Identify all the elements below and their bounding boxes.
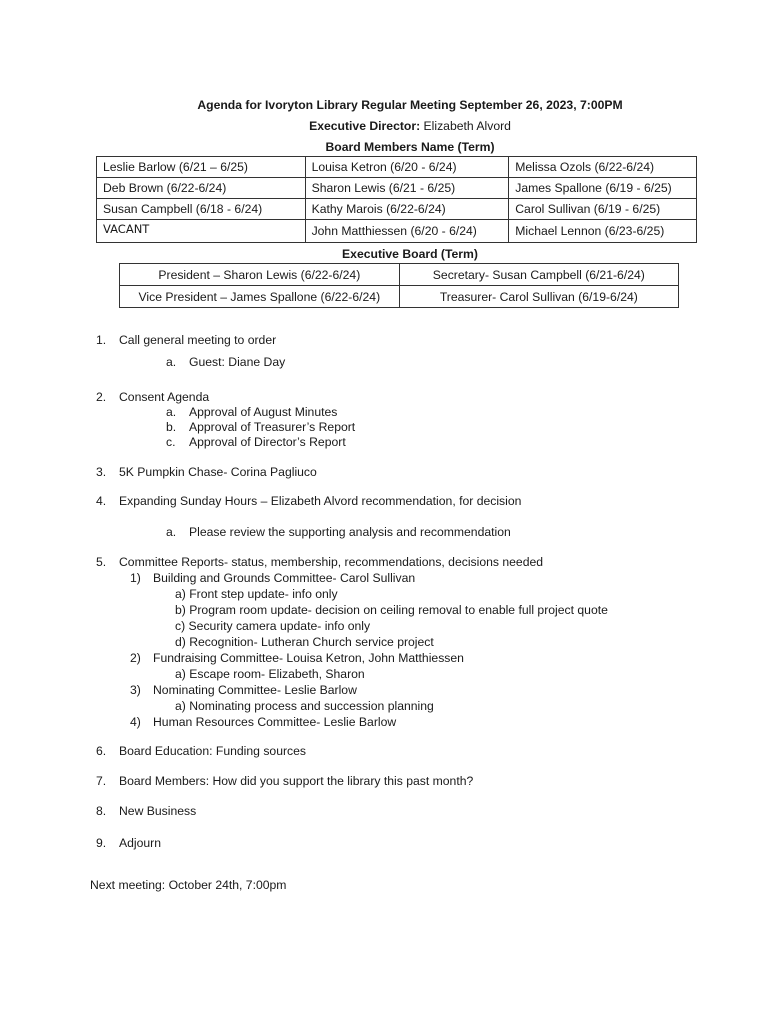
table-cell: Louisa Ketron (6/20 - 6/24): [305, 157, 509, 178]
item-text: Building and Grounds Committee- Carol Sullivan: [153, 571, 416, 585]
item-text: Board Education: Funding sources: [119, 744, 306, 758]
list-item: [0, 555, 770, 571]
item-text: a) Nominating process and succession planning: [175, 699, 434, 713]
list-item: [0, 494, 770, 510]
item-number: 7.: [96, 774, 107, 788]
table-cell: President – Sharon Lewis (6/22-6/24): [120, 264, 400, 286]
item-number: 4): [130, 715, 141, 729]
executive-board-heading: Executive Board (Term): [342, 247, 478, 261]
item-text: Fundraising Committee- Louisa Ketron, John Matthiessen: [153, 651, 464, 665]
page-title: Agenda for Ivoryton Library Regular Meeting September 26, 2023, 7:00PM: [197, 98, 623, 112]
table-cell: Carol Sullivan (6/19 - 6/25): [509, 199, 697, 220]
table-cell: Michael Lennon (6/23-6/25): [509, 220, 697, 243]
item-text: Board Members: How did you support the library this past month?: [119, 774, 474, 788]
item-text: b) Program room update- decision on ceiling removal to enable full project quote: [175, 603, 608, 617]
item-text: Guest: Diane Day: [189, 355, 286, 369]
table-cell: Leslie Barlow (6/21 – 6/25): [97, 157, 306, 178]
item-number: 2): [130, 651, 141, 665]
item-text: 5K Pumpkin Chase- Corina Pagliuco: [119, 465, 317, 479]
list-item: [0, 651, 770, 667]
item-number: 2.: [96, 390, 107, 404]
list-item: [0, 619, 770, 635]
table-cell: Treasurer- Carol Sullivan (6/19-6/24): [399, 286, 678, 308]
item-text: Committee Reports- status, membership, recommendations, decisions needed: [119, 555, 544, 569]
board-members-heading: Board Members Name (Term): [325, 140, 495, 154]
table-row: [97, 199, 697, 220]
board-members-table: [96, 156, 697, 243]
next-meeting-text: Next meeting: October 24th, 7:00pm: [90, 878, 287, 892]
item-text: Nominating Committee- Leslie Barlow: [153, 683, 357, 697]
table-row: [97, 220, 697, 243]
item-number: 3): [130, 683, 141, 697]
list-item: [0, 699, 770, 715]
item-text: c) Security camera update- info only: [175, 619, 371, 633]
item-text: Approval of August Minutes: [189, 405, 338, 419]
table-cell: Vice President – James Spallone (6/22-6/24): [120, 286, 400, 308]
item-number: 1.: [96, 333, 107, 347]
list-item: [0, 405, 770, 421]
table-cell: VACANT: [97, 220, 306, 243]
list-item: [0, 435, 770, 451]
item-text: Consent Agenda: [119, 390, 210, 404]
list-item: [0, 525, 770, 541]
table-row: [120, 286, 679, 308]
executive-board-table: [119, 263, 679, 308]
item-number: 4.: [96, 494, 107, 508]
item-letter: c.: [166, 435, 176, 449]
list-item: [0, 465, 770, 481]
director-label: Executive Director:: [309, 119, 421, 133]
list-item: [0, 804, 770, 820]
item-text: Adjourn: [119, 836, 162, 850]
list-item: [0, 836, 770, 852]
item-number: 5.: [96, 555, 107, 569]
list-item: [0, 355, 770, 371]
table-cell: Susan Campbell (6/18 - 6/24): [97, 199, 306, 220]
table-row: [97, 157, 697, 178]
list-item: [0, 571, 770, 587]
list-item: [0, 715, 770, 731]
table-cell: Kathy Marois (6/22-6/24): [305, 199, 509, 220]
item-number: 3.: [96, 465, 107, 479]
list-item: [0, 333, 770, 349]
executive-director-line: [0, 119, 770, 133]
item-text: Call general meeting to order: [119, 333, 277, 347]
item-text: a) Escape room- Elizabeth, Sharon: [175, 667, 365, 681]
list-item: [0, 390, 770, 406]
item-number: 8.: [96, 804, 107, 818]
table-row: [97, 178, 697, 199]
item-text: Human Resources Committee- Leslie Barlow: [153, 715, 397, 729]
item-text: Approval of Director’s Report: [189, 435, 346, 449]
list-item: [0, 774, 770, 790]
item-text: New Business: [119, 804, 197, 818]
table-cell: James Spallone (6/19 - 6/25): [509, 178, 697, 199]
item-letter: a.: [166, 405, 177, 419]
list-item: [0, 420, 770, 436]
director-name: Elizabeth Alvord: [420, 119, 511, 133]
table-cell: Deb Brown (6/22-6/24): [97, 178, 306, 199]
list-item: [0, 744, 770, 760]
item-text: a) Front step update- info only: [175, 587, 338, 601]
list-item: [0, 603, 770, 619]
item-text: d) Recognition- Lutheran Church service project: [175, 635, 434, 649]
item-number: 6.: [96, 744, 107, 758]
table-row: [120, 264, 679, 286]
next-meeting-line: [0, 878, 770, 894]
list-item: [0, 635, 770, 651]
item-number: 1): [130, 571, 141, 585]
item-number: 9.: [96, 836, 107, 850]
item-letter: a.: [166, 355, 177, 369]
item-text: Approval of Treasurer’s Report: [189, 420, 356, 434]
item-letter: b.: [166, 420, 177, 434]
list-item: [0, 667, 770, 683]
table-cell: Sharon Lewis (6/21 - 6/25): [305, 178, 509, 199]
table-cell: Secretary- Susan Campbell (6/21-6/24): [399, 264, 678, 286]
item-letter: a.: [166, 525, 177, 539]
item-text: Please review the supporting analysis and recommendation: [189, 525, 511, 539]
table-cell: Melissa Ozols (6/22-6/24): [509, 157, 697, 178]
table-cell: John Matthiessen (6/20 - 6/24): [305, 220, 509, 243]
list-item: [0, 683, 770, 699]
list-item: [0, 587, 770, 603]
item-text: Expanding Sunday Hours – Elizabeth Alvord recommendation, for decision: [119, 494, 522, 508]
